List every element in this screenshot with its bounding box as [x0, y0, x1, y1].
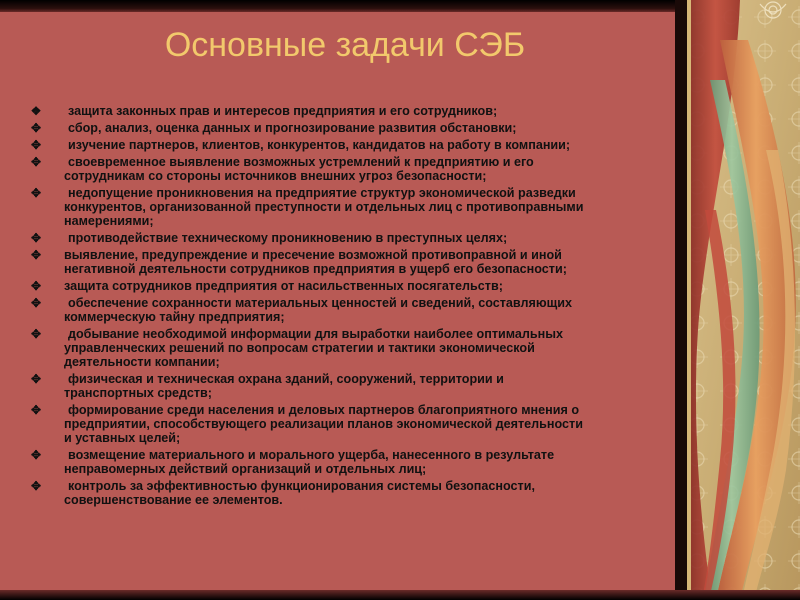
- task-item: [24, 448, 704, 476]
- task-text: [64, 155, 704, 183]
- task-text-line: физическая и техническая охрана зданий, сооружений, территории и: [68, 372, 504, 386]
- task-item: [24, 479, 704, 507]
- flower-bullet-icon: ✥: [30, 403, 42, 417]
- flower-bullet-icon: ✥: [30, 155, 42, 169]
- task-text-line: контроль за эффективностью функционирования системы безопасности,: [68, 479, 535, 493]
- task-text: [64, 121, 704, 135]
- task-text: [64, 231, 704, 245]
- task-text-line: сбор, анализ, оценка данных и прогнозирование развития обстановки;: [68, 121, 517, 135]
- flower-bullet-icon: ✥: [30, 279, 42, 293]
- task-text-line: совершенствование ее элементов.: [64, 493, 283, 507]
- task-text-line: деятельности компании;: [64, 355, 220, 369]
- task-text-line: конкурентов, организованной преступности и отдельных лиц с противоправными: [64, 200, 584, 214]
- task-item: [24, 231, 704, 245]
- task-item: [24, 327, 704, 369]
- task-text-line: недопущение проникновения на предприятие структур экономической разведки: [68, 186, 576, 200]
- task-text-line: изучение партнеров, клиентов, конкурентов, кандидатов на работу в компании;: [68, 138, 571, 152]
- task-text-line: транспортных средств;: [64, 386, 212, 400]
- diamond-bullet-icon: ❖: [30, 104, 42, 118]
- task-text-line: своевременное выявление возможных устремлений к предприятию и его: [68, 155, 534, 169]
- task-item: [24, 138, 704, 152]
- task-text-line: и уставных целей;: [64, 431, 181, 445]
- task-text-line: неправомерных действий организаций и отдельных лиц;: [64, 462, 427, 476]
- task-text: [64, 248, 704, 276]
- flower-bullet-icon: ✥: [30, 121, 42, 135]
- flower-bullet-icon: ✥: [30, 372, 42, 386]
- task-text: [64, 327, 704, 369]
- task-text-line: защита сотрудников предприятия от насильственных посягательств;: [64, 279, 503, 293]
- task-text-line: обеспечение сохранности материальных ценностей и сведений, составляющих: [68, 296, 572, 310]
- flower-bullet-icon: ✥: [30, 231, 42, 245]
- flower-bullet-icon: ✥: [30, 327, 42, 341]
- task-text-line: защита законных прав и интересов предприятия и его сотрудников;: [68, 104, 498, 118]
- task-text-line: формирование среди населения и деловых партнеров благоприятного мнения о: [68, 403, 580, 417]
- task-text: [64, 279, 704, 293]
- task-item: [24, 296, 704, 324]
- task-text-line: предприятии, способствующего реализации планов экономической деятельности: [64, 417, 583, 431]
- task-item: [24, 155, 704, 183]
- flower-bullet-icon: ✥: [30, 448, 42, 462]
- flower-bullet-icon: ✥: [30, 296, 42, 310]
- task-text-line: выявление, предупреждение и пресечение возможной противоправной и иной: [64, 248, 562, 262]
- task-text-line: намерениями;: [64, 214, 154, 228]
- task-text: [64, 403, 704, 445]
- task-item: [24, 372, 704, 400]
- task-item: [24, 104, 704, 118]
- task-text-line: противодействие техническому проникновению в преступных целях;: [68, 231, 508, 245]
- bottom-border-band: [0, 590, 800, 600]
- task-text-line: управленческих решений по вопросам стратегии и тактики экономической: [64, 341, 535, 355]
- task-list: [24, 104, 704, 510]
- task-item: [24, 403, 704, 445]
- task-text: [64, 479, 704, 507]
- task-text: [64, 296, 704, 324]
- task-text-line: возмещение материального и морального ущерба, нанесенного в результате: [68, 448, 555, 462]
- task-text: [64, 448, 704, 476]
- task-item: [24, 121, 704, 135]
- flower-bullet-icon: ✥: [30, 138, 42, 152]
- task-text-line: сотрудникам со стороны источников внешних угроз безопасности;: [64, 169, 487, 183]
- task-text-line: негативной деятельности сотрудников предприятия в ущерб его безопасности;: [64, 262, 567, 276]
- flower-bullet-icon: ✥: [30, 248, 42, 262]
- task-text-line: добывание необходимой информации для выработки наиболее оптимальных: [68, 327, 563, 341]
- flower-bullet-icon: ✥: [30, 186, 42, 200]
- slide-title: Основные задачи СЭБ: [164, 26, 526, 64]
- task-text: [64, 372, 704, 400]
- top-border-band: [0, 0, 800, 12]
- task-text: [64, 138, 704, 152]
- task-text-line: коммерческую тайну предприятия;: [64, 310, 285, 324]
- task-item: [24, 248, 704, 276]
- task-item: [24, 279, 704, 293]
- task-text: [64, 104, 704, 118]
- flower-bullet-icon: ✥: [30, 479, 42, 493]
- task-text: [64, 186, 704, 228]
- task-item: [24, 186, 704, 228]
